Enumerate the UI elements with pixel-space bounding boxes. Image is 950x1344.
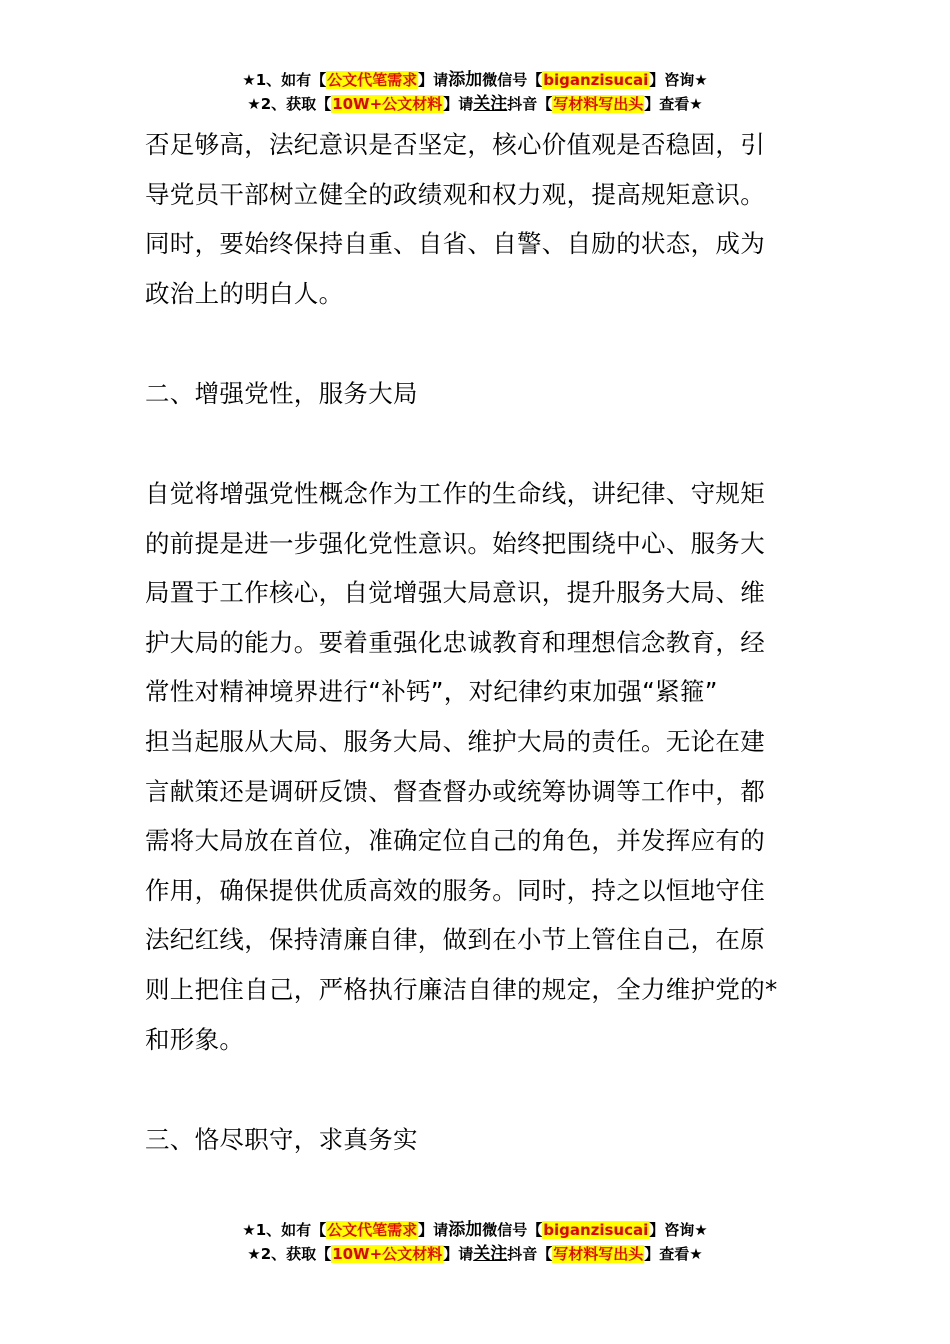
- highlight-materials: 10W+公文材料: [332, 1245, 443, 1263]
- paragraph-line: 需将大局放在首位，准确定位自己的角色，并发挥应有的: [145, 826, 765, 856]
- highlight-account: 写材料写出头: [553, 95, 644, 113]
- highlight-wechat-id: biganzisucai: [543, 1221, 649, 1239]
- promo-line-2: ★2、获取【10W+公文材料】请关注抖音【写材料写出头】查看★: [247, 1244, 703, 1264]
- paragraph-line: 法纪红线，保持清廉自律，做到在小节上管住自己，在原: [145, 925, 765, 955]
- promo-line-2: ★2、获取【10W+公文材料】请关注抖音【写材料写出头】查看★: [247, 94, 703, 114]
- paragraph-2: [145, 469, 807, 1064]
- promo-line-1: ★1、如有【公文代笔需求】请添加微信号【biganzisucai】咨询★: [242, 70, 708, 90]
- paragraph-line: 言献策还是调研反馈、督查督办或统筹协调等工作中，都: [145, 776, 765, 806]
- paragraph-line: 局置于工作核心，自觉增强大局意识，提升服务大局、维: [145, 578, 765, 608]
- paragraph-line: 担当起服从大局、服务大局、维护大局的责任。无论在建: [145, 726, 765, 756]
- paragraph-line: 的前提是进一步强化党性意识。始终把围绕中心、服务大: [145, 528, 765, 558]
- highlight-wechat-id: biganzisucai: [543, 71, 649, 89]
- section-heading-2: 二、增强党性，服务大局: [145, 379, 418, 408]
- highlight-service: 公文代笔需求: [327, 71, 418, 89]
- promo-banner-top: [0, 68, 950, 116]
- paragraph-line: 护大局的能力。要着重强化忠诚教育和理想信念教育，经: [145, 627, 765, 657]
- paragraph-line: 否足够高，法纪意识是否坚定，核心价值观是否稳固，引: [145, 130, 765, 159]
- paragraph-line: 自觉将增强党性概念作为工作的生命线，讲纪律、守规矩: [145, 479, 765, 508]
- paragraph-line: 作用，确保提供优质高效的服务。同时，持之以恒地守住: [145, 875, 765, 905]
- promo-banner-bottom: [0, 1218, 950, 1266]
- paragraph-1: [145, 120, 807, 318]
- paragraph-line: 导党员干部树立健全的政绩观和权力观，提高规矩意识。: [145, 179, 765, 209]
- promo-line-1: ★1、如有【公文代笔需求】请添加微信号【biganzisucai】咨询★: [242, 1220, 708, 1240]
- highlight-materials: 10W+公文材料: [332, 95, 443, 113]
- highlight-service: 公文代笔需求: [327, 1221, 418, 1239]
- paragraph-line: 政治上的明白人。: [145, 278, 344, 308]
- section-heading-3: 三、恪尽职守，求真务实: [145, 1125, 418, 1154]
- paragraph-line: 常性对精神境界进行“补钙”，对纪律约束加强“紧箍”: [145, 677, 718, 707]
- highlight-account: 写材料写出头: [553, 1245, 644, 1263]
- paragraph-line: 则上把住自己，严格执行廉洁自律的规定，全力维护党的*: [145, 974, 778, 1004]
- paragraph-line: 同时，要始终保持自重、自省、自警、自励的状态，成为: [145, 229, 765, 259]
- paragraph-line: 和形象。: [145, 1024, 245, 1054]
